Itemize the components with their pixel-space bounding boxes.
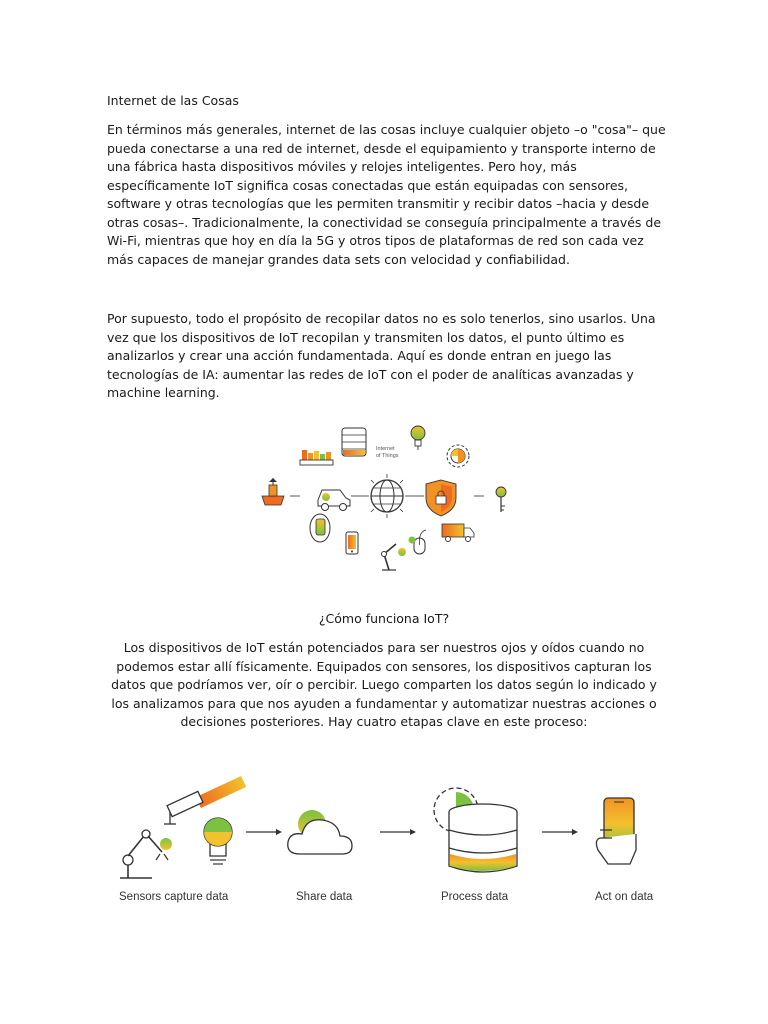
truck-icon	[442, 524, 474, 542]
bar-chart-icon	[300, 450, 333, 465]
light-bulb-icon	[204, 818, 232, 864]
document-title: Internet de las Cosas	[107, 93, 239, 108]
stage-label-sensors-capture: Sensors capture data	[119, 891, 229, 903]
smartphone-icon	[346, 532, 358, 554]
security-camera-icon	[164, 776, 246, 824]
arrow-icon	[246, 829, 282, 835]
database-icon	[449, 804, 517, 872]
cloud-icon	[288, 810, 352, 854]
stage-label-act: Act on data	[595, 891, 654, 903]
paragraph-data-purpose: Por supuesto, todo el propósito de recopilar datos no es solo tenerlos, sino usarlos. Una vez que los dispositivos de IoT recopilan y transmiten los datos, el punto último es analizarlos y crear una acción fundamentada. Aquí es donde entran en juego las tecnologías de IA: aumentar las redes de IoT con el poder de analíticas avanzadas y machine learning.	[107, 311, 656, 400]
paragraph-iot-definition: En términos más generales, internet de las cosas incluye cualquier objeto –o "cosa"– que pueda conectarse a una red de internet, desde el equipamiento y transporte interno de una fábrica hasta dispositivos móviles y relojes inteligentes. Pero hoy, más específicamente IoT significa cosas conectadas que están equipadas con sensores, software y otras tecnologías que les permiten transmitir y recibir datos –hacia y desde otras cosas–. Tradicionalmente, la conectividad se conseguía principalmente a través de Wi-Fi, mientras que hoy en día la 5G y otros tipos de plataformas de red son cada vez más capaces de manejar grandes data sets con velocidad y confiabilidad.	[107, 122, 666, 267]
paragraph-iot-process: Los dispositivos de IoT están potenciados para ser nuestros ojos y oídos cuando no podemos estar allí físicamente. Equipados con sensores, los dispositivos capturan los datos que podríamos ver, oír o percibir. Luego comparten los datos según lo indicado y los analizamos para que nos ayuden a fundamentar y automatizar nuestras acciones o decisiones posteriores. Hay cuatro etapas clave en este proceso:	[111, 640, 657, 729]
arrow-icon	[542, 829, 578, 835]
ship-icon	[262, 478, 284, 505]
light-bulb-icon	[411, 426, 425, 450]
globe-icon	[365, 474, 409, 518]
stage-label-process: Process data	[441, 891, 509, 903]
stage-label-share: Share data	[296, 891, 353, 903]
car-icon	[318, 490, 350, 511]
smartphone-hand-icon	[596, 798, 636, 864]
mouse-icon	[409, 530, 427, 554]
key-icon	[496, 487, 506, 512]
robot-arm-icon	[120, 830, 172, 878]
gear-icon	[447, 445, 469, 467]
section-heading-how-iot-works: ¿Cómo funciona IoT?	[318, 611, 450, 626]
database-icon	[342, 428, 366, 456]
arrow-icon	[380, 829, 416, 835]
iot-hub-figure	[256, 418, 518, 576]
iot-label-line-1: Internet	[376, 446, 395, 452]
shield-lock-icon	[426, 480, 456, 516]
smartwatch-icon	[310, 514, 330, 542]
robot-arm-icon	[382, 544, 407, 570]
iot-label-line-2: of Things	[376, 453, 399, 459]
